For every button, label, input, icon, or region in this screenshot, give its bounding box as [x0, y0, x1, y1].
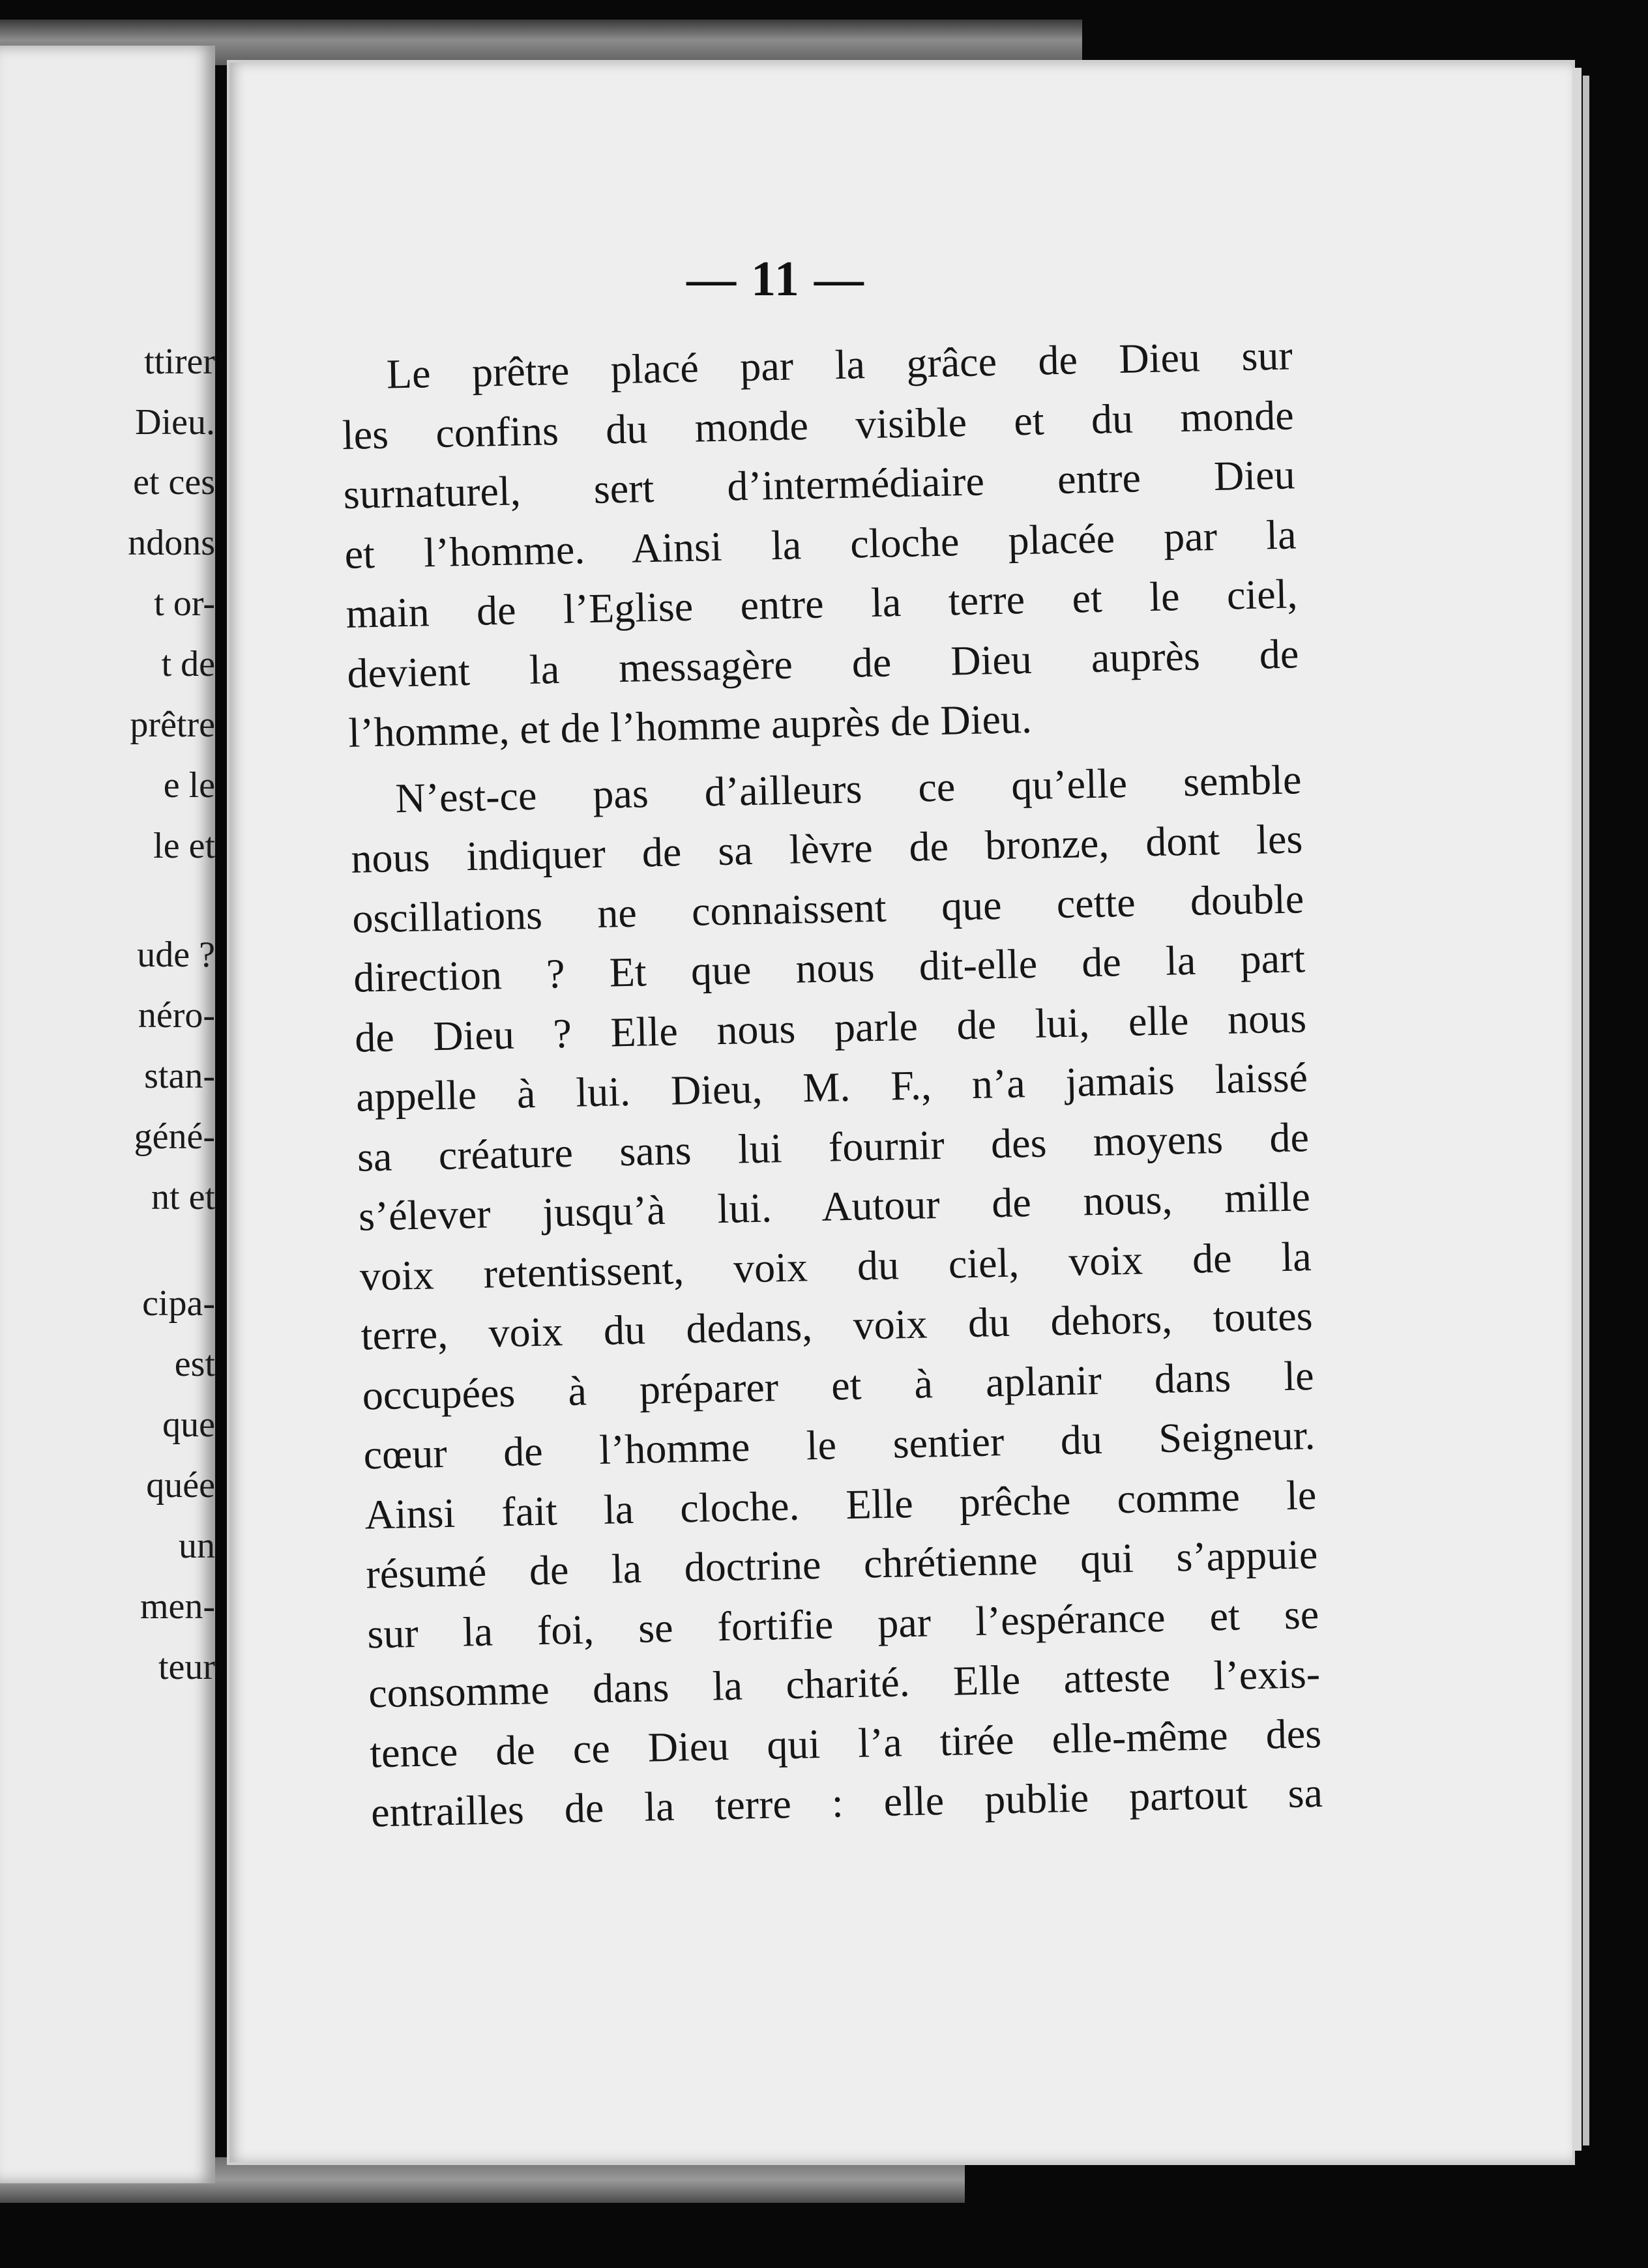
text-line: et l’homme. Ainsi la cloche placée par la [344, 510, 1297, 577]
text-line: voix retentissent, voix du ciel, voix de la [359, 1232, 1312, 1300]
left-page-fragment: géné- [134, 1116, 215, 1157]
left-page-fragment: stan- [144, 1056, 215, 1096]
left-page-fragment: le et [153, 826, 215, 866]
left-page-fragment: ndons [128, 523, 215, 563]
text-line: tence de ce Dieu qui l’a tirée elle-même des [369, 1709, 1322, 1777]
left-page-fragment: teur [158, 1647, 215, 1687]
left-page [0, 46, 215, 2183]
text-line: appelle à lui. Dieu, M. F., n’a jamais laissé [355, 1054, 1308, 1120]
text-line: s’élever jusqu’à lui. Autour de nous, mille [358, 1173, 1311, 1240]
left-page-fragment: quée [146, 1465, 215, 1505]
left-page-fragment: un [179, 1526, 215, 1566]
page-edge [1572, 68, 1582, 2151]
text-line: entrailles de la terre : elle publie partout sa [370, 1769, 1323, 1836]
text-line: surnaturel, sert d’intermédiaire entre Dieu [343, 451, 1296, 517]
page-number: — 11 — [686, 252, 865, 306]
text-line: cœur de l’homme le sentier du Seigneur. [362, 1412, 1316, 1478]
left-page-fragment: ttirer [144, 342, 215, 382]
text-line: nous indiquer de sa lèvre de bronze, dont les [350, 815, 1303, 882]
page-edge [1583, 76, 1589, 2145]
left-page-fragment: men- [140, 1586, 215, 1627]
left-page-fragment: Dieu. [135, 402, 215, 443]
left-page-fragment: prêtre [130, 705, 215, 745]
text-line: Le prêtre placé par la grâce de Dieu sur [386, 332, 1293, 398]
text-line: devient la messagère de Dieu auprès de [346, 630, 1299, 697]
left-page-fragment: t or- [154, 583, 215, 624]
text-line: main de l’Eglise entre la terre et le ciel, [345, 570, 1299, 637]
text-line: les confins du monde visible et du monde [342, 391, 1295, 458]
paragraph [340, 325, 1301, 763]
paragraph [349, 749, 1323, 1842]
left-page-fragment: est [174, 1344, 215, 1384]
text-line: oscillations ne connaissent que cette double [351, 875, 1304, 942]
text-line: direction ? Et que nous dit-elle de la part [353, 935, 1306, 1001]
text-line: terre, voix du dedans, voix du dehors, toutes [360, 1292, 1314, 1359]
text-line: résumé de la doctrine chrétienne qui s’appuie [365, 1531, 1318, 1597]
text-line: de Dieu ? Elle nous parle de lui, elle nous [354, 994, 1307, 1061]
left-page-fragment: néro- [138, 995, 215, 1036]
left-page-fragment: nt et [151, 1177, 215, 1217]
text-line: occupées à préparer et à aplanir dans le [361, 1352, 1315, 1419]
left-page-fragment: que [162, 1404, 215, 1445]
left-page-fragment: ude ? [137, 935, 215, 975]
left-page-fragment: et ces [133, 462, 215, 502]
body-text [340, 325, 1323, 1849]
text-line: sur la foi, se fortifie par l’espérance et se [366, 1590, 1319, 1657]
text-line: N’est-ce pas d’ailleurs ce qu’elle semble [394, 755, 1302, 821]
left-page-fragment: cipa- [142, 1283, 215, 1324]
text-line: consomme dans la charité. Elle atteste l’exis- [368, 1650, 1321, 1717]
text-line: l’homme, et de l’homme auprès de Dieu. [347, 695, 1033, 756]
text-line: Ainsi fait la cloche. Elle prêche comme le [364, 1471, 1317, 1538]
text-line: sa créature sans lui fournir des moyens de [357, 1113, 1310, 1180]
left-page-fragment: t de [161, 644, 215, 684]
left-page-fragment: e le [163, 765, 215, 806]
